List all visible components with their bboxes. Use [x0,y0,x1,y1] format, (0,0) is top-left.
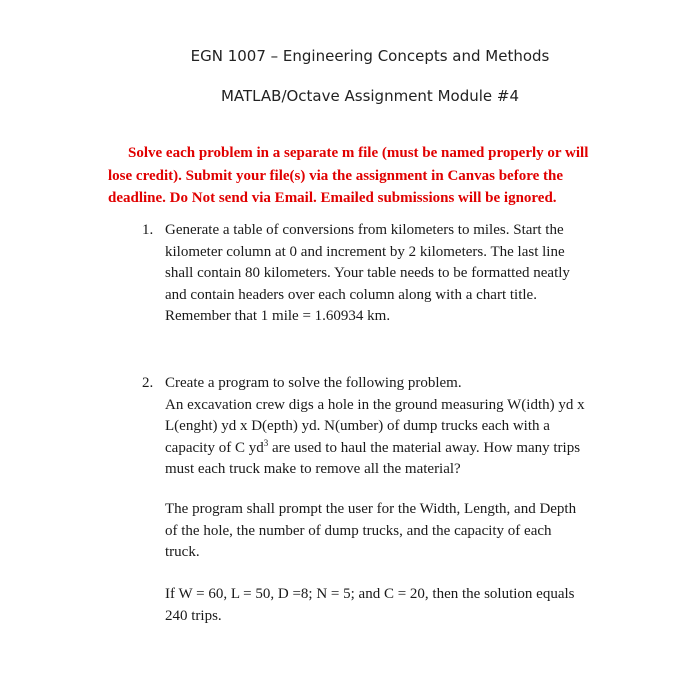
capacity-text-rest: are used to haul the material away. How many trips [268,439,581,456]
prompt-line: of the hole, the number of dump trucks, and the capacity of each [165,522,552,539]
capacity-text: capacity of C yd [165,439,264,456]
prompt-text [165,499,625,564]
prompt-line: The program shall prompt the user for the Width, Length, and Depth [165,501,577,517]
example-text [165,584,625,627]
problem-number: 1. [142,222,154,238]
notice-line: Solve each problem in a separate m file (must be named properly or will [128,145,589,161]
notice-line: lose credit). Submit your file(s) via the assignment in Canvas before the [108,167,563,184]
problem-number: 2. [142,375,154,391]
problem-line: and contain headers over each column along with a chart title. [165,286,537,303]
problem-line: An excavation crew digs a hole in the ground measuring W(idth) yd x [165,396,585,413]
prompt-line: truck. [165,544,200,560]
notice-line: deadline. Do Not send via Email. Emailed submissions will be ignored. [108,190,557,206]
problem-line: Generate a table of conversions from kilometers to miles. Start the [165,222,564,238]
problem-line: Create a program to solve the following problem. [165,375,462,391]
submission-notice [108,142,628,210]
page-subtitle: MATLAB/Octave Assignment Module #4 [220,87,519,105]
problem-text [165,373,625,481]
problem-text [165,220,625,328]
problem-line: shall contain 80 kilometers. Your table needs to be formatted neatly [165,265,570,281]
example-line: 240 trips. [165,607,222,624]
page-title: EGN 1007 – Engineering Concepts and Methods [190,47,550,65]
example-line: If W = 60, L = 50, D =8; N = 5; and C = 20, then the solution equals [165,586,575,602]
problem-line: must each truck make to remove all the material? [165,461,461,477]
cubed-superscript: 3 [263,437,269,448]
problem-line: Remember that 1 mile = 1.60934 km. [165,308,391,324]
problem-line: kilometer column at 0 and increment by 2 kilometers. The last line [165,243,565,260]
problem-line [165,438,625,460]
problem-line: L(enght) yd x D(epth) yd. N(umber) of dump trucks each with a [165,418,550,434]
